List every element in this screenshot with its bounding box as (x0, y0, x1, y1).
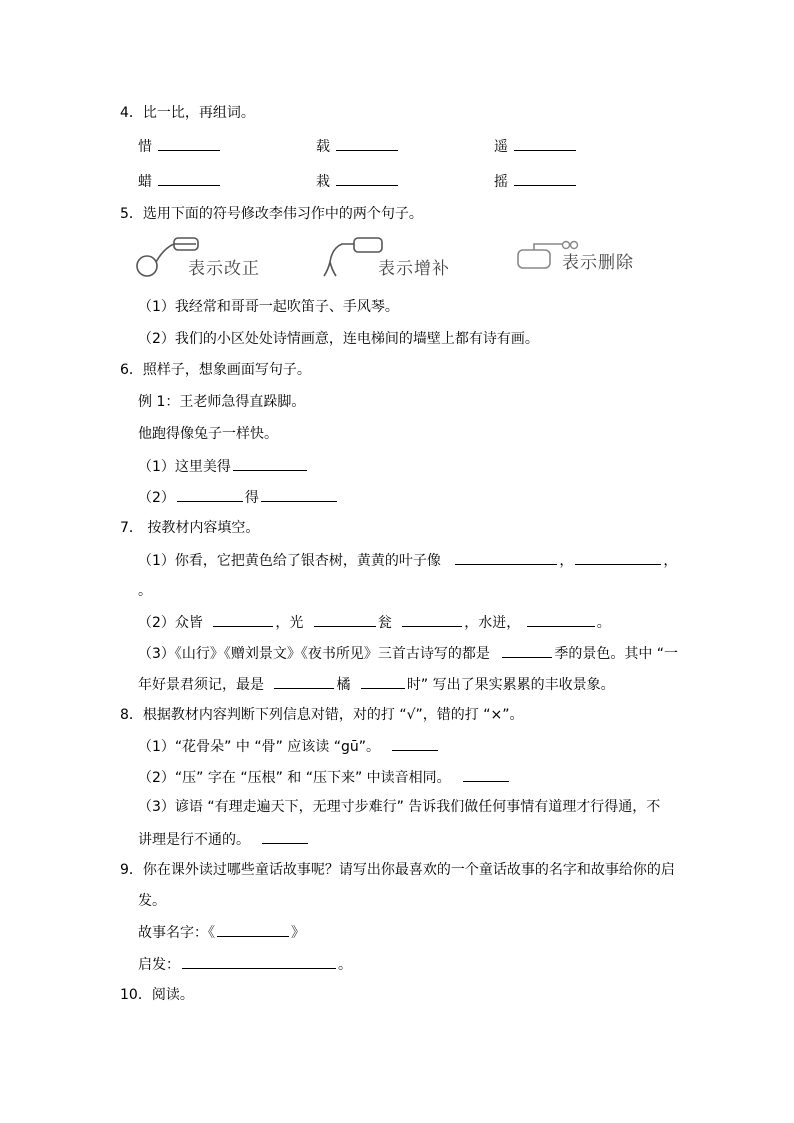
q7-item-3 (138, 643, 678, 664)
answer-blank[interactable] (502, 643, 552, 658)
q5-sentence-2: （2）我们的小区处处诗情画意，连电梯间的墙壁上都有诗有画。 (138, 331, 539, 347)
answer-blank[interactable] (177, 487, 243, 502)
q8-item-2 (138, 767, 511, 788)
q10-title: 10．阅读。 (120, 987, 194, 1003)
q7-item-2-c: 瓮 (377, 615, 392, 631)
q9-title-cont: 发。 (138, 893, 166, 909)
period: 。 (596, 615, 611, 631)
comma: ， (559, 553, 574, 569)
q7-item-1-text: （1）你看，它把黄色给了银杏树，黄黄的叶子像 (138, 553, 441, 569)
q6-item-2-prefix: （2） (138, 490, 175, 506)
q8-item-1-text: （1）“花骨朵” 中 “骨” 应该读 “gū”。 (138, 739, 380, 755)
answer-blank[interactable] (575, 550, 661, 565)
q4-word-2 (316, 136, 400, 157)
q7-item-3-c: 年好景君须记，最是 (138, 677, 264, 693)
q6-title: 6．照样子，想象画面写句子。 (120, 362, 311, 378)
answer-blank[interactable] (233, 456, 307, 471)
q9-inspiration-label: 启发： (138, 957, 180, 973)
q4-word-4 (138, 171, 222, 192)
q4-char: 摇 (494, 174, 508, 190)
answer-blank[interactable] (158, 136, 220, 151)
story-name-blank[interactable] (217, 922, 289, 937)
q7-item-3-b: 季的景色。其中 “一 (554, 646, 679, 662)
q7-item-2-a: （2）众皆 (138, 615, 203, 631)
q6-item-1 (138, 456, 309, 477)
q4-title: 4．比一比，再组词。 (120, 105, 255, 121)
q9-story-name-label: 故事名字：《 (138, 925, 215, 941)
q8-item-2-text: （2）“压” 字在 “压根” 和 “压下来” 中读音相同。 (138, 770, 451, 786)
q7-item-3-d: 橘 (336, 677, 351, 693)
comma: ， (663, 553, 678, 569)
q7-item-1-end: 。 (138, 583, 152, 599)
inspiration-blank[interactable] (182, 954, 336, 969)
answer-blank[interactable] (336, 171, 398, 186)
deletion-symbol-label: 表示删除 (562, 253, 634, 273)
q5-title: 5．选用下面的符号修改李伟习作中的两个句子。 (120, 206, 423, 222)
q7-item-2-d: ，水迸， (464, 615, 521, 631)
q6-item-2-mid: 得 (244, 490, 259, 506)
q9-inspiration (138, 954, 352, 975)
q9-story-name (138, 922, 305, 943)
q8-item-1 (138, 736, 440, 757)
q7-title: 7． 按教材内容填空。 (120, 520, 260, 536)
answer-blank[interactable] (274, 674, 334, 689)
q7-item-2-b: ，光 (275, 615, 304, 631)
q4-char: 栽 (316, 174, 330, 190)
insertion-symbol-label: 表示增补 (378, 259, 450, 279)
q4-char: 蜡 (138, 174, 152, 190)
q7-item-3-e: 时” 写出了果实累累的丰收景象。 (406, 677, 615, 693)
answer-blank[interactable] (514, 136, 576, 151)
q4-word-5 (316, 171, 400, 192)
answer-blank[interactable] (402, 612, 462, 627)
q7-item-2 (138, 612, 611, 633)
answer-blank[interactable] (336, 136, 398, 151)
q4-word-1 (138, 136, 222, 157)
correction-symbol-label: 表示改正 (188, 259, 260, 279)
q4-char: 载 (316, 139, 330, 155)
q9-story-name-close: 》 (291, 925, 305, 941)
answer-blank[interactable] (262, 829, 308, 844)
q8-item-3-text: 讲理是行不通的。 (138, 832, 250, 848)
answer-blank[interactable] (314, 612, 376, 627)
answer-blank[interactable] (463, 767, 509, 782)
q6-example-1: 例 1：王老师急得直跺脚。 (138, 394, 306, 410)
q9-title: 9．你在课外读过哪些童话故事呢？请写出你最喜欢的一个童话故事的名字和故事给你的启 (120, 862, 675, 878)
answer-blank[interactable] (392, 736, 438, 751)
q5-sentence-1: （1）我经常和哥哥一起吹笛子、手风琴。 (138, 299, 399, 315)
answer-blank[interactable] (261, 487, 337, 502)
answer-blank[interactable] (158, 171, 220, 186)
q4-word-3 (494, 136, 578, 157)
q4-word-6 (494, 171, 578, 192)
q7-item-1 (138, 550, 677, 571)
answer-blank[interactable] (455, 550, 557, 565)
q7-item-3-cont (138, 674, 615, 695)
answer-blank[interactable] (514, 171, 576, 186)
answer-blank[interactable] (213, 612, 273, 627)
q8-title: 8．根据教材内容判断下列信息对错，对的打 “√”，错的打 “×”。 (120, 707, 524, 723)
period: 。 (338, 957, 352, 973)
q4-char: 惜 (138, 139, 152, 155)
q7-item-3-a: （3）《山行》《赠刘景文》《夜书所见》三首古诗写的都是 (138, 646, 490, 662)
q8-item-3-cont (138, 829, 310, 850)
answer-blank[interactable] (527, 612, 595, 627)
q6-item-2 (138, 487, 339, 508)
q4-char: 遥 (494, 139, 508, 155)
q6-item-1-text: （1）这里美得 (138, 459, 231, 475)
q6-example-2: 他跑得像兔子一样快。 (138, 426, 278, 442)
q8-item-3: （3）谚语 “有理走遍天下，无理寸步难行” 告诉我们做任何事情有道理才行得通，不 (138, 799, 661, 815)
answer-blank[interactable] (361, 674, 405, 689)
